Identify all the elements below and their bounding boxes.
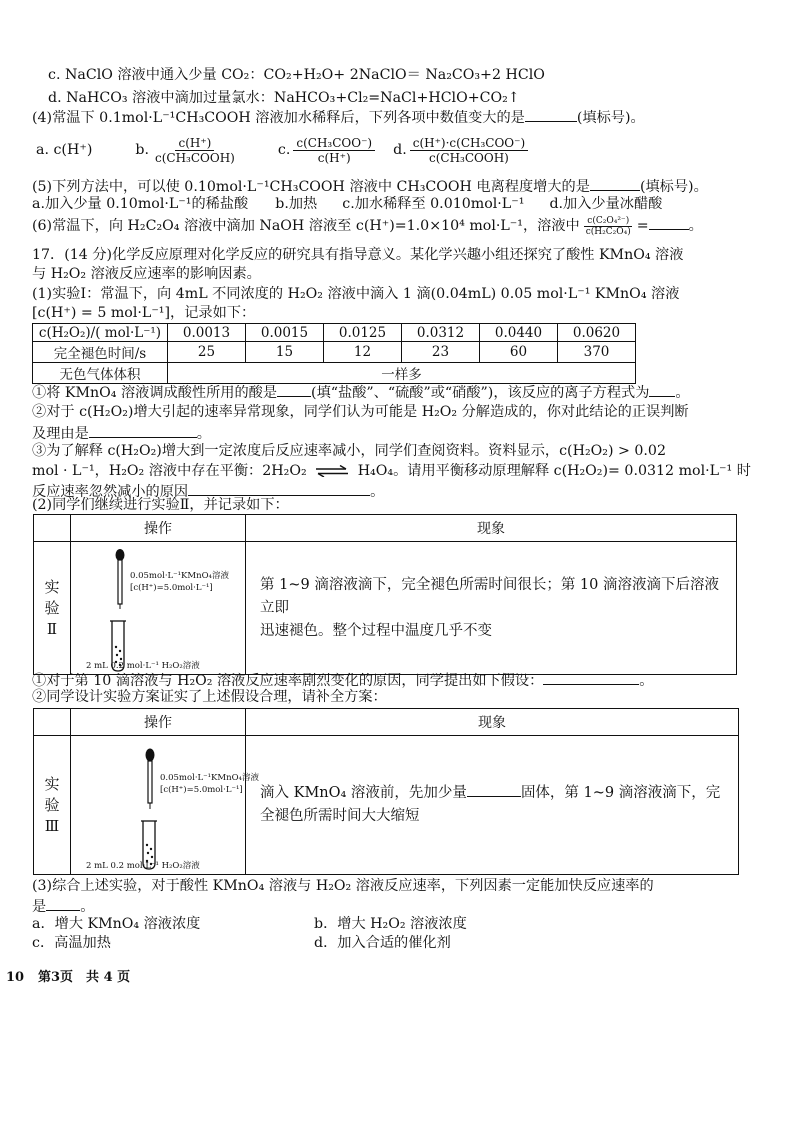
experiment-3-table — [33, 708, 739, 875]
reagent-label: 0.05mol·L⁻¹KMnO₄溶液 — [160, 773, 259, 783]
q4-option-d: d. $\frac{\text{c(H⁺)·c(CH₃COO⁻)}}{\text{c(CH₃COOH)}}$ — [393, 142, 531, 158]
q4-option-b: b. $\frac{c(H^+)}{\text{c(CH₃COOH)}}$ — [135, 135, 235, 165]
equilibrium-arrow-icon — [315, 465, 349, 477]
q17-line-1: 17．(14 分)化学反应原理对化学反应的研究具有指导意义。某化学兴趣小组还探究了酸性 KMnO₄ 溶液 — [32, 247, 684, 263]
p2-question-1: ①对于第 10 滴溶液与 H₂O₂ 溶液反应速率剧烈变化的原因，同学提出如下假设： 。 — [32, 670, 654, 690]
reagent-label: [c(H⁺)=5.0mol·L⁻¹] — [160, 785, 243, 795]
apparatus-cell — [71, 542, 246, 675]
p1-question-3b: mol · L⁻¹，H₂O₂ 溶液中存在平衡：2H₂O₂ H₄O₄。请用平衡移动原理解释 c(H₂O₂)= 0.0312 mol·L⁻¹ 时 — [32, 463, 751, 479]
p1-question-2a: ②对于 c(H₂O₂)增大引起的速率异常现象，同学们认为可能是 H₂O₂ 分解造成的，你对此结论的正误判断 — [32, 404, 689, 420]
q17-line-4: [c(H⁺) = 5 mol·L⁻¹]，记录如下： — [32, 305, 256, 321]
table-cell: 0.0015 — [246, 324, 324, 342]
p3-option-d: d．加入合适的催化剂 — [314, 935, 451, 951]
p3-line-2: 是 。 — [32, 896, 94, 916]
p1-question-1: ①将 KMnO₄ 溶液调成酸性所用的酸是 (填“盐酸”、“硫酸”或“硝酸”)，该反应的离子方程式为 。 — [32, 382, 690, 402]
p3-option-b: b．增大 H₂O₂ 溶液浓度 — [314, 916, 467, 932]
table-row — [34, 542, 737, 675]
answer-blank[interactable] — [649, 215, 689, 230]
answer-blank[interactable] — [467, 782, 521, 797]
answer-blank[interactable] — [543, 670, 639, 685]
experiment-1-table — [32, 323, 636, 384]
answer-blank[interactable] — [590, 176, 640, 191]
column-header-operation: 操作 — [71, 709, 246, 736]
phenomenon-cell: 滴入 KMnO₄ 溶液前，先加少量 固体，第 1~9 滴溶液滴下，完 全褪色所需时间大大缩短 — [246, 736, 739, 875]
tube-label: 2 mL 0.2 mol·L⁻¹ H₂O₂溶液 — [86, 861, 200, 871]
answer-blank[interactable] — [46, 896, 80, 911]
answer-blank[interactable] — [277, 382, 311, 397]
phenomenon-cell: 第 1~9 滴溶液滴下，完全褪色所需时间很长；第 10 滴溶液滴下后溶液立即 迅速褪色。整个过程中温度几乎不变 — [246, 542, 737, 675]
experiment-label: 实 验 Ⅲ — [34, 736, 71, 875]
q5-option-d: d.加入少量冰醋酸 — [549, 196, 663, 212]
table-cell: 23 — [402, 342, 480, 363]
table-row — [33, 324, 636, 342]
p2-question-2: ②同学设计实验方案证实了上述假设合理，请补全方案： — [32, 689, 387, 705]
answer-blank[interactable] — [649, 382, 675, 397]
column-header-phenomenon: 现象 — [246, 515, 737, 542]
q17-line-2: 与 H₂O₂ 溶液反应速率的影响因素。 — [32, 266, 261, 282]
answer-blank[interactable] — [525, 107, 577, 122]
row-header: c(H₂O₂)/( mol·L⁻¹) — [33, 324, 168, 342]
option-d-line: d. NaHCO₃ 溶液中滴加过量氯水：NaHCO₃+Cl₂=NaCl+HClO+CO₂↑ — [48, 90, 520, 106]
table-cell: 0.0440 — [480, 324, 558, 342]
footer-number: 10 — [6, 970, 25, 985]
q6-stem: (6)常温下，向 H₂C₂O₄ 溶液中滴加 NaOH 溶液至 c(H⁺)=1.0×10⁴ mol·L⁻¹，溶液中 $\frac{\text{c(C₂O₄²⁻)}}{\text{c(H₂C₂O₄)}}$ = 。 — [32, 215, 703, 237]
q4-option-c: c. $\frac{\text{c(CH₃COO⁻)}}{c(H^+)}$ — [278, 142, 378, 158]
q4-option-a: a. c(H⁺) — [36, 142, 93, 158]
q5-option-b: b.加热 — [275, 196, 318, 212]
table-row — [34, 515, 737, 542]
column-header-phenomenon: 现象 — [246, 709, 739, 736]
table-cell: 一样多 — [168, 363, 636, 384]
page-indicator: 第3页 共 4 页 — [38, 970, 131, 985]
dropper-tube-diagram-icon — [72, 737, 244, 873]
row-header: 完全褪色时间/s — [33, 342, 168, 363]
q4-stem: (4)常温下 0.1mol·L⁻¹CH₃COOH 溶液加水稀释后，下列各项中数值变大的是 (填标号)。 — [32, 107, 645, 127]
table-cell: 0.0312 — [402, 324, 480, 342]
table-row — [34, 709, 739, 736]
q17-line-3: (1)实验Ⅰ：常温下，向 4mL 不同浓度的 H₂O₂ 溶液中滴入 1 滴(0.04mL) 0.05 mol·L⁻¹ KMnO₄ 溶液 — [32, 286, 680, 302]
tube-label: 2 mL 0.2 mol·L⁻¹ H₂O₂溶液 — [86, 661, 200, 671]
p2-title: (2)同学们继续进行实验Ⅱ，并记录如下： — [32, 497, 289, 513]
answer-blank[interactable] — [188, 481, 370, 496]
table-cell: 15 — [246, 342, 324, 363]
q5-stem: (5)下列方法中，可以使 0.10mol·L⁻¹CH₃COOH 溶液中 CH₃COOH 电离程度增大的是 (填标号)。 — [32, 176, 708, 196]
experiment-2-table — [33, 514, 737, 675]
row-header: 无色气体体积 — [33, 363, 168, 384]
table-cell: 25 — [168, 342, 246, 363]
option-c-line: c. NaClO 溶液中通入少量 CO₂：CO₂+H₂O+ 2NaClO＝ Na₂CO₃+2 HClO — [48, 67, 545, 83]
p1-question-3c: 反应速率忽然减小的原因 。 — [32, 481, 384, 501]
q5-option-c: c.加水稀释至 0.010mol·L⁻¹ — [342, 196, 525, 212]
table-cell: 0.0013 — [168, 324, 246, 342]
table-row — [33, 363, 636, 384]
q4-options — [36, 130, 531, 170]
table-cell: 0.0125 — [324, 324, 402, 342]
reagent-label: 0.05mol·L⁻¹KMnO₄溶液 — [130, 571, 229, 581]
q5-option-a: a.加入少量 0.10mol·L⁻¹的稀盐酸 — [32, 196, 249, 212]
table-cell: 0.0620 — [558, 324, 636, 342]
table-row — [33, 342, 636, 363]
reagent-label: [c(H⁺)=5.0mol·L⁻¹] — [130, 583, 213, 593]
p1-question-2b: 及理由是 。 — [32, 423, 211, 443]
p3-option-c: c．高温加热 — [32, 935, 111, 951]
apparatus-cell — [71, 736, 259, 875]
p1-question-3a: ③为了解释 c(H₂O₂)增大到一定浓度后反应速率减小，同学们查阅资料。资料显示，c(H₂O₂) > 0.02 — [32, 443, 666, 459]
table-cell: 60 — [480, 342, 558, 363]
column-header-operation: 操作 — [71, 515, 246, 542]
experiment-label: 实 验 Ⅱ — [34, 542, 71, 675]
dropper-tube-diagram-icon — [72, 543, 244, 673]
table-cell: 370 — [558, 342, 636, 363]
p3-option-a: a．增大 KMnO₄ 溶液浓度 — [32, 916, 201, 932]
answer-blank[interactable] — [89, 423, 197, 438]
p3-line-1: (3)综合上述实验，对于酸性 KMnO₄ 溶液与 H₂O₂ 溶液反应速率，下列因素一定能加快反应速率的 — [32, 878, 654, 894]
table-row — [34, 736, 739, 875]
table-cell: 12 — [324, 342, 402, 363]
